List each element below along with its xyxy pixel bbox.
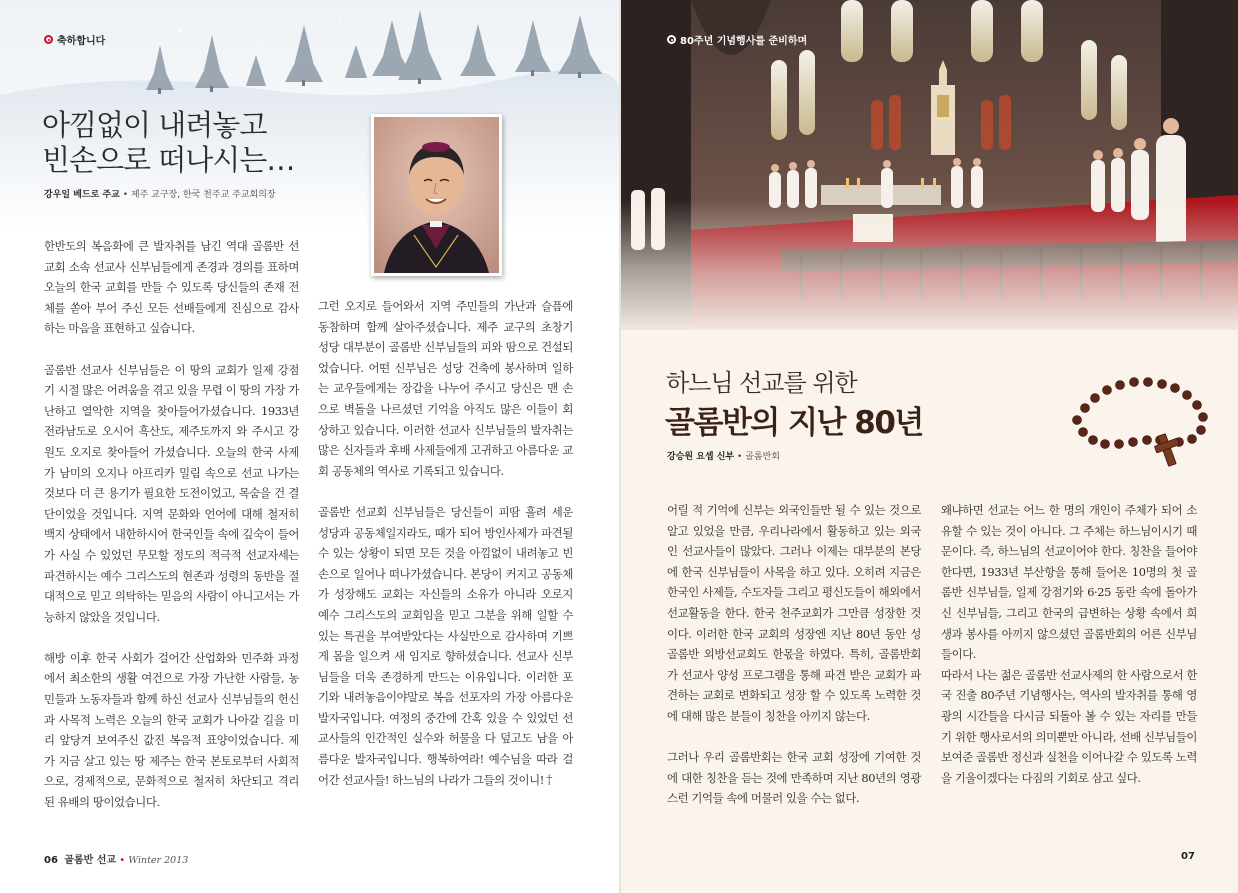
author-byline — [667, 449, 780, 462]
author-name: 강우일 베드로 주교 — [44, 190, 120, 200]
paragraph: 왜냐하면 선교는 어느 한 명의 개인이 주체가 되어 소유할 수 있는 것이 아니다. 그 주체는 하느님이시기 때문이다. 즉, 하느님의 선교이어야 한다. 칭찬을 들어야 한다면, 1933년 부산항을 통해 들어온 10명의 첫 골롬반 신부님들, 일제 강점기와 6·25 동란 속에 돌아가신 신부님들, 그리고 한국의 급변하는 상황 속에서 희생과 봉사를 아끼지 않으셨던 골롬반회의 어른 신부님들이다. — [941, 503, 1197, 662]
left-column-2 — [318, 296, 573, 791]
section-label — [44, 32, 105, 47]
paragraph: 어릴 적 기억에 신부는 외국인들만 될 수 있는 것으로 알고 있었을 만큼, 우리나라에서 활동하고 있는 외국인 선교사들이 많았다. 그러나 이제는 대부분의 본당에 한국 신부님들이 사목을 하고 있다. 오히려 지금은 한국인 사제들, 수도자들 그리고 평신도들이 해외에서 선교활동을 한다. 한국 천주교회가 그만큼 성장한 것이다. 이러한 한국 교회의 성장엔 지난 80년 동안 성 골롬반 외방선교회도 한몫을 하였다. 특히, 골롬반회가 선교사 양성 프로그램을 통해 파견 받은 교회가 파견하는 교회로 변화되고 성장 할 수 있도록 노력한 것에 대해 많은 분들이 칭찬을 아끼지 않는다. — [667, 503, 921, 723]
article-title — [42, 108, 294, 178]
title-line-2: 빈손으로 떠나시는… — [42, 143, 295, 177]
paragraph: 한반도의 복음화에 큰 발자취를 남긴 역대 골롬반 선교회 소속 선교사 신부님들에게 존경과 경의를 표하며 오늘의 한국 교회를 만들 수 있도록 당신들의 존재 전체를 쏟아 부어 주신 모든 선배들에게 진심으로 감사하는 마음을 표현하고 싶습니다. — [44, 239, 299, 336]
article-title: 골롬반의 지난 80년 — [665, 405, 923, 441]
paragraph: 그러나 우리 골롬반회는 한국 교회 성장에 기여한 것에 대한 칭찬을 듣는 것에 만족하며 지난 80년의 영광스런 기억들 속에 머물러 있을 수는 없다. — [667, 750, 921, 806]
right-page-footer — [1181, 851, 1195, 862]
paragraph: 골롬반 선교사 신부님들은 이 땅의 교회가 일제 강점기 시절 많은 어려움을 겪고 있을 무렵 이 땅의 가장 가난하고 열악한 지역을 찾아들어가셨습니다. 1933년 전라남도로 오시어 흑산도, 제주도까지 와 주시고 강원도 오지로 찾아들어 가셨습니다. 오늘의 한국 사제가 남미의 오지나 아프리카 밀림 속으로 선교 나가는 것보다 더 큰 용기가 필요한 도전이었고, 목숨을 건 결단이었을 것입니다. 지역 문화와 언어에 대해 철저히 백지 상태에서 내한하시어 한국인들 속에 깊숙이 들어가 사실 수 있었던 무모할 정도의 적극적 선교자세는 파견하시는 예수 그리스도의 현존과 성령의 동반을 절대적으로 믿고 의탁하는 믿음의 사람이 아니고서는 가능하지 않았을 것입니다. — [44, 362, 299, 624]
bullet-icon: • — [119, 855, 126, 866]
author-role: 제주 교구장, 한국 천주교 주교회의장 — [130, 190, 276, 200]
author-byline — [44, 187, 276, 200]
page-number: 07 — [1181, 851, 1195, 862]
right-page — [621, 0, 1238, 893]
bishop-portrait-photo — [371, 114, 502, 276]
right-column-2 — [941, 500, 1197, 788]
magazine-name: 골롬반 선교 — [64, 855, 117, 866]
bullet-icon: • — [122, 190, 131, 200]
page-number: 06 — [44, 855, 58, 866]
cross-signature-icon: † — [545, 772, 553, 788]
circle-dot-icon — [667, 35, 676, 44]
cathedral-mass-photo — [621, 0, 1238, 330]
paragraph-text: 골롬반 선교회 신부님들은 당신들이 피땀 흘려 세운 성당과 공동체일지라도, 때가 되어 방인사제가 파견될 수 있는 상황이 되면 모든 것을 아낌없이 내려놓고 빈손으로 일어나 떠나가셨습니다. 본당이 커지고 공동체가 성장해도 교회는 자신들의 소유가 아니라 오로지 예수 그리스도의 교회임을 믿고 그분을 위해 일할 수 있는 특권을 부여받았다는 사실만으로 감사하며 기쁘게 몸을 일으켜 새 임지로 향하셨습니다. 선교사 신부님들을 더욱 존경하게 만드는 이유입니다. 이러한 포기와 내려놓음이야말로 복음 선포자의 가장 아름다운 발자국입니다. 여정의 중간에 간혹 있을 수 있었던 선교사들의 인간적인 실수와 허물을 다 덮고도 남을 아름다운 발자국입니다. 행복하여라! 예수님을 따라 걸어간 선교사들! 하느님의 나라가 그들의 것이니! — [318, 504, 573, 787]
paragraph: 따라서 나는 젊은 골롬반 선교사제의 한 사람으로서 한국 진출 80주년 기념행사는, 역사의 발자취를 통해 영광의 시간들을 다시금 되돌아 볼 수 있는 자리를 만들기 위한 행사로서의 의미뿐만 아니라, 선배 신부님들이 보여준 골롬반 정신과 실천을 이어나갈 수 있도록 노력을 기울이겠다는 다짐의 기회로 삼고 싶다. — [941, 667, 1197, 785]
left-column-1 — [44, 236, 299, 813]
right-column-1 — [667, 500, 921, 809]
issue-label: Winter 2013 — [128, 855, 189, 866]
paragraph: 해방 이후 한국 사회가 걸어간 산업화와 민주화 과정에서 최소한의 생활 여건으로 가장 가난한 사람들, 농민들과 노동자들과 함께 하신 선교사 신부님들의 헌신과 사목적 노력은 오늘의 한국 교회가 나아갈 길을 미리 앞당겨 보여주신 값진 복음적 표양이었습니다. 제가 지금 살고 있는 땅 제주는 한국 본토로부터 사회적으로, 경제적으로, 문화적으로 철저히 차단되고 격리된 유배의 땅이었습니다. — [44, 650, 299, 810]
section-label — [667, 32, 807, 47]
article-subtitle: 하느님 선교를 위한 — [666, 369, 857, 397]
section-label-text: 80주년 기념행사를 준비하며 — [680, 36, 808, 47]
circle-dot-icon — [44, 35, 53, 44]
title-line-1: 아낌없이 내려놓고 — [42, 108, 267, 142]
paragraph-with-signature — [318, 502, 573, 791]
bullet-icon: • — [737, 452, 746, 462]
rosary-illustration — [1057, 360, 1217, 470]
paragraph: 그런 오지로 들어와서 지역 주민들의 가난과 슬픔에 동참하며 함께 살아주셨습니다. 제주 교구의 초창기 성당 대부분이 골롬반 신부님들의 피와 땀으로 건설되었습니다. 어떤 신부님은 성당 건축에 봉사하며 일하는 교우들에게는 장갑을 나누어 주시고 당신은 맨 손으로 벽돌을 나르셨던 기억을 아직도 많은 이들이 회상하고 있습니다. 이러한 선교사 신부님들의 발자취는 많은 신자들과 후배 사제들에게 고귀하고 아름다운 교회 공동체의 역사로 기록되고 있습니다. — [318, 299, 573, 478]
author-role: 골롬반회 — [745, 452, 780, 462]
author-name: 강승원 요셉 신부 — [667, 452, 735, 462]
left-page-footer — [44, 851, 188, 866]
section-label-text: 축하합니다 — [57, 36, 106, 47]
